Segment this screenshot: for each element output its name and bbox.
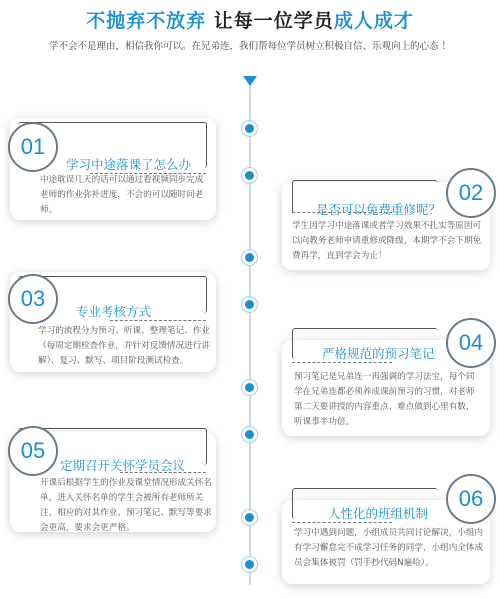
card-title: 是否可以免费重修呢？	[316, 202, 442, 217]
card-body: 学生因学习中途落课或者学习效果不扎实等原因可以向教务老师申请重修或降级，本期学不会下期免费再学，直到学会为止！	[292, 221, 482, 261]
number-badge-03: 03	[8, 274, 58, 324]
card-dash	[292, 362, 392, 363]
card-body: 学习中遇到问题，小组成员共同讨论解决，小组内有学习懈怠完不成学习任务的同学，小组内全体成员会集体被罚（罚手抄代码N遍哈）。	[294, 528, 484, 568]
card-title: 专业考核方式	[76, 304, 152, 319]
title-part-2: 让每一位学员	[213, 10, 334, 32]
page-title	[0, 6, 500, 33]
number-badge-06: 06	[446, 474, 496, 524]
card-title: 定期召开关怀学员会议	[60, 458, 186, 473]
timeline-dot	[245, 124, 254, 133]
timeline-arrow-icon	[243, 76, 257, 86]
timeline-dot	[245, 430, 254, 439]
title-part-3: 成人成才	[333, 10, 414, 32]
timeline-line	[249, 80, 251, 585]
title-part-1: 不抛弃不放弃	[86, 10, 207, 32]
card-dash	[110, 320, 206, 321]
card-title: 严格规范的预习笔记	[322, 346, 435, 361]
number-badge-01: 01	[8, 122, 58, 172]
timeline-dot	[245, 300, 254, 309]
card-title: 学习中途落课了怎么办	[66, 157, 192, 172]
timeline-dot	[245, 513, 254, 522]
card-body: 预习笔记是兄弟连一再强调的学习法宝，每个同学在兄弟连都必须养成课前预习的习惯，对老师第二天要讲授的内容重点、难点做到心里有数，听课事半功倍。	[294, 372, 475, 427]
timeline-dot	[245, 560, 254, 569]
number-badge-05: 05	[8, 426, 58, 476]
card-body: 中途耽误几天的话可以通过看视频同步完成老师的作业弥补进度，不会的可以随时问老师。	[40, 175, 204, 215]
header	[0, 0, 500, 60]
number-badge-04: 04	[446, 318, 496, 368]
card-dash	[292, 522, 392, 523]
timeline-dot	[245, 383, 254, 392]
timeline-dot	[245, 253, 254, 262]
page-subtitle: 学不会不是理由，相信我你可以。在兄弟连，我们帮每位学员树立积极自信、乐观向上的心态 ！	[48, 41, 452, 52]
number-badge-02: 02	[446, 168, 496, 218]
card-title: 人性化的班组机制	[328, 506, 429, 521]
card-body: 开课后根据学生的作业及课堂情况形成关怀名单，进入关怀名单的学生会被所有老师所关注，相应的对其作业、预习笔记、默写等要求会更高，要求会更严格。	[40, 478, 212, 533]
timeline-dot	[245, 171, 254, 180]
card-body: 学习的流程分为预习、听课、整理笔记、作业（每周定期检查作业，并针对反馈情况进行讲解）、复习、默写、项目阶段测试检查。	[38, 326, 210, 366]
